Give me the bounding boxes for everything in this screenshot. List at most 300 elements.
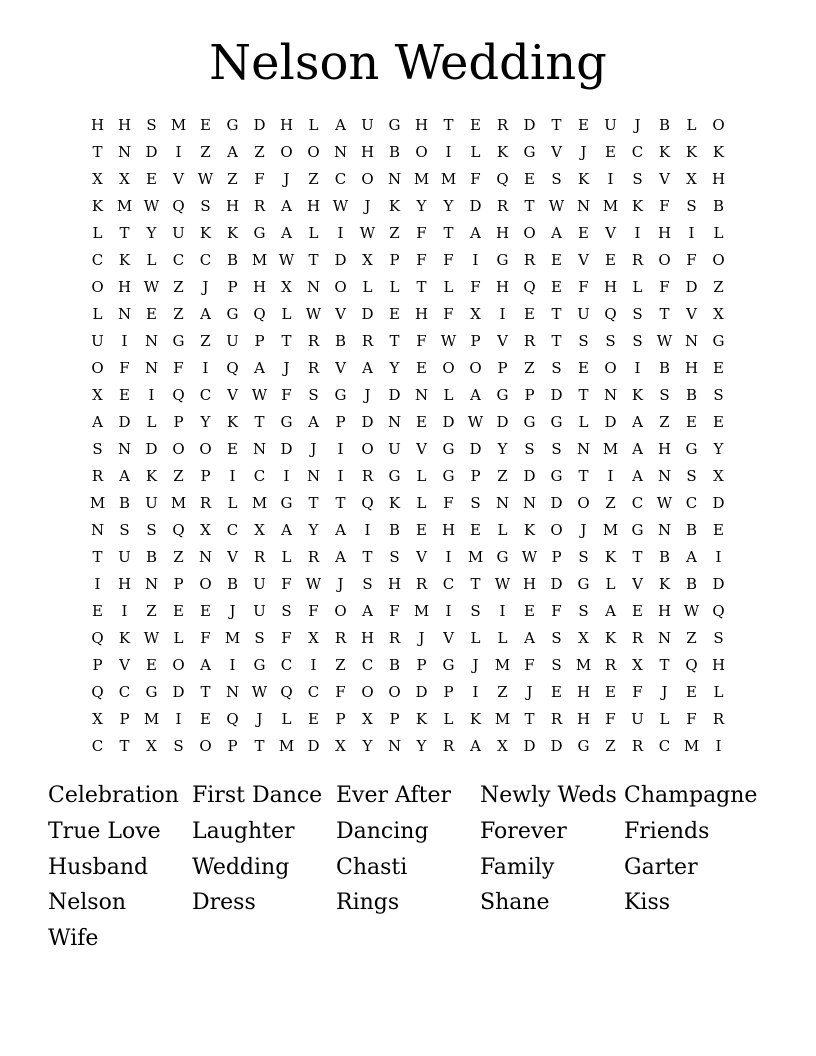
grid-letter[interactable]: T (632, 548, 643, 566)
grid-letter[interactable]: P (119, 710, 130, 728)
grid-letter[interactable]: D (118, 413, 131, 431)
grid-letter[interactable]: F (443, 251, 454, 269)
grid-letter[interactable]: R (523, 332, 536, 350)
grid-letter[interactable]: O (307, 143, 320, 161)
grid-letter[interactable]: Q (253, 305, 266, 323)
grid-letter[interactable]: I (229, 656, 236, 674)
grid-letter[interactable]: X (146, 737, 157, 755)
grid-letter[interactable]: H (711, 170, 726, 188)
grid-letter[interactable]: H (657, 440, 672, 458)
grid-letter[interactable]: I (121, 332, 128, 350)
grid-letter[interactable]: F (551, 602, 562, 620)
grid-letter[interactable]: D (253, 116, 266, 134)
grid-letter[interactable]: N (387, 737, 402, 755)
grid-letter[interactable]: L (713, 224, 724, 242)
grid-letter[interactable]: M (494, 656, 511, 674)
grid-letter[interactable]: F (605, 710, 616, 728)
grid-letter[interactable]: G (550, 413, 563, 431)
grid-letter[interactable]: O (550, 521, 563, 539)
grid-letter[interactable]: O (415, 143, 428, 161)
grid-letter[interactable]: W (143, 197, 160, 215)
grid-letter[interactable]: F (659, 278, 670, 296)
grid-letter[interactable]: F (470, 278, 481, 296)
grid-letter[interactable]: X (713, 305, 724, 323)
grid-letter[interactable]: P (524, 386, 535, 404)
grid-letter[interactable]: V (632, 575, 643, 593)
grid-letter[interactable]: J (202, 278, 209, 296)
grid-letter[interactable]: R (388, 629, 401, 647)
grid-letter[interactable]: Q (172, 197, 185, 215)
grid-letter[interactable]: C (334, 170, 347, 188)
grid-letter[interactable]: O (361, 683, 374, 701)
grid-letter[interactable]: C (685, 494, 698, 512)
grid-letter[interactable]: Q (523, 278, 536, 296)
grid-letter[interactable]: V (227, 548, 238, 566)
grid-letter[interactable]: K (145, 467, 158, 485)
grid-letter[interactable]: B (145, 548, 158, 566)
grid-letter[interactable]: D (712, 494, 725, 512)
grid-letter[interactable]: I (229, 467, 236, 485)
grid-letter[interactable]: Y (416, 737, 427, 755)
grid-letter[interactable]: I (310, 656, 317, 674)
grid-letter[interactable]: F (416, 332, 427, 350)
grid-letter[interactable]: K (415, 710, 428, 728)
grid-letter[interactable]: I (715, 548, 722, 566)
grid-letter[interactable]: U (118, 548, 131, 566)
grid-letter[interactable]: A (200, 656, 211, 674)
grid-letter[interactable]: Z (173, 305, 184, 323)
grid-letter[interactable]: N (522, 494, 537, 512)
grid-letter[interactable]: H (306, 197, 321, 215)
grid-letter[interactable]: N (144, 575, 159, 593)
grid-letter[interactable]: Y (443, 197, 454, 215)
grid-letter[interactable]: A (254, 359, 265, 377)
grid-letter[interactable]: D (334, 251, 347, 269)
grid-letter[interactable]: J (310, 440, 317, 458)
grid-letter[interactable]: N (333, 143, 348, 161)
grid-letter[interactable]: X (92, 386, 103, 404)
grid-letter[interactable]: C (361, 656, 374, 674)
grid-letter[interactable]: H (117, 575, 132, 593)
grid-letter[interactable]: R (631, 737, 644, 755)
grid-letter[interactable]: B (118, 494, 131, 512)
grid-letter[interactable]: T (443, 224, 454, 242)
grid-letter[interactable]: J (661, 683, 668, 701)
grid-letter[interactable]: B (388, 143, 401, 161)
grid-letter[interactable]: H (252, 278, 267, 296)
grid-letter[interactable]: B (226, 575, 239, 593)
grid-letter[interactable]: I (445, 548, 452, 566)
grid-letter[interactable]: D (523, 116, 536, 134)
grid-letter[interactable]: R (334, 629, 347, 647)
grid-letter[interactable]: S (146, 521, 157, 539)
grid-letter[interactable]: K (199, 224, 212, 242)
grid-letter[interactable]: H (441, 521, 456, 539)
grid-letter[interactable]: W (305, 575, 322, 593)
grid-letter[interactable]: L (605, 575, 616, 593)
grid-letter[interactable]: V (335, 359, 346, 377)
grid-letter[interactable]: Z (227, 170, 238, 188)
grid-letter[interactable]: R (442, 737, 455, 755)
grid-letter[interactable]: L (146, 251, 157, 269)
grid-letter[interactable]: Z (308, 170, 319, 188)
grid-letter[interactable]: Z (605, 737, 616, 755)
grid-letter[interactable]: A (119, 467, 130, 485)
grid-letter[interactable]: Q (685, 656, 698, 674)
grid-letter[interactable]: C (631, 143, 644, 161)
grid-letter[interactable]: Q (496, 170, 509, 188)
grid-letter[interactable]: G (172, 332, 185, 350)
grid-letter[interactable]: E (524, 170, 535, 188)
grid-letter[interactable]: J (256, 710, 263, 728)
grid-letter[interactable]: I (148, 386, 155, 404)
grid-letter[interactable]: S (551, 656, 562, 674)
grid-letter[interactable]: A (200, 305, 211, 323)
grid-letter[interactable]: T (92, 143, 103, 161)
grid-letter[interactable]: D (307, 737, 320, 755)
grid-letter[interactable]: E (92, 602, 103, 620)
grid-letter[interactable]: U (91, 332, 104, 350)
grid-letter[interactable]: Q (172, 521, 185, 539)
grid-letter[interactable]: F (281, 629, 292, 647)
grid-letter[interactable]: A (551, 224, 562, 242)
grid-letter[interactable]: E (200, 710, 211, 728)
grid-letter[interactable]: I (688, 224, 695, 242)
grid-letter[interactable]: M (575, 656, 592, 674)
grid-letter[interactable]: R (91, 467, 104, 485)
grid-letter[interactable]: F (632, 683, 643, 701)
grid-letter[interactable]: B (658, 116, 671, 134)
grid-letter[interactable]: M (143, 710, 160, 728)
grid-letter[interactable]: L (227, 494, 238, 512)
grid-letter[interactable]: K (658, 143, 671, 161)
grid-letter[interactable]: L (308, 224, 319, 242)
grid-letter[interactable]: T (308, 251, 319, 269)
grid-letter[interactable]: A (335, 548, 346, 566)
grid-letter[interactable]: B (334, 332, 347, 350)
grid-letter[interactable]: M (413, 170, 430, 188)
grid-letter[interactable]: G (280, 413, 293, 431)
grid-letter[interactable]: G (685, 440, 698, 458)
grid-letter[interactable]: L (470, 629, 481, 647)
grid-letter[interactable]: W (332, 197, 349, 215)
grid-letter[interactable]: K (469, 710, 482, 728)
grid-letter[interactable]: D (145, 143, 158, 161)
grid-letter[interactable]: D (469, 197, 482, 215)
grid-letter[interactable]: P (497, 359, 508, 377)
grid-letter[interactable]: B (712, 197, 725, 215)
grid-letter[interactable]: J (229, 602, 236, 620)
grid-letter[interactable]: F (443, 305, 454, 323)
grid-letter[interactable]: T (551, 305, 562, 323)
grid-letter[interactable]: I (283, 467, 290, 485)
grid-letter[interactable]: E (605, 251, 616, 269)
grid-letter[interactable]: J (472, 656, 479, 674)
grid-letter[interactable]: M (170, 116, 187, 134)
grid-letter[interactable]: W (305, 305, 322, 323)
grid-letter[interactable]: R (253, 197, 266, 215)
grid-letter[interactable]: C (226, 521, 239, 539)
grid-letter[interactable]: G (253, 656, 266, 674)
grid-letter[interactable]: X (362, 251, 373, 269)
grid-letter[interactable]: Z (497, 683, 508, 701)
grid-letter[interactable]: L (497, 629, 508, 647)
grid-letter[interactable]: I (94, 575, 101, 593)
grid-letter[interactable]: E (524, 305, 535, 323)
grid-letter[interactable]: G (550, 467, 563, 485)
grid-letter[interactable]: P (551, 548, 562, 566)
grid-letter[interactable]: S (551, 170, 562, 188)
grid-letter[interactable]: G (145, 683, 158, 701)
grid-letter[interactable]: F (281, 386, 292, 404)
grid-letter[interactable]: E (146, 656, 157, 674)
grid-letter[interactable]: M (602, 197, 619, 215)
grid-letter[interactable]: P (389, 710, 400, 728)
grid-letter[interactable]: F (119, 359, 130, 377)
grid-letter[interactable]: F (686, 251, 697, 269)
grid-letter[interactable]: F (254, 170, 265, 188)
grid-letter[interactable]: U (172, 224, 185, 242)
grid-letter[interactable]: G (226, 305, 239, 323)
grid-letter[interactable]: A (281, 197, 292, 215)
grid-letter[interactable]: Y (308, 521, 319, 539)
grid-letter[interactable]: X (92, 710, 103, 728)
grid-letter[interactable]: L (281, 710, 292, 728)
grid-letter[interactable]: Q (712, 602, 725, 620)
grid-letter[interactable]: E (713, 521, 724, 539)
grid-letter[interactable]: Y (389, 359, 400, 377)
grid-letter[interactable]: I (121, 602, 128, 620)
grid-letter[interactable]: W (656, 332, 673, 350)
grid-letter[interactable]: H (576, 683, 591, 701)
grid-letter[interactable]: M (89, 494, 106, 512)
grid-letter[interactable]: S (92, 440, 103, 458)
grid-letter[interactable]: S (362, 575, 373, 593)
grid-letter[interactable]: F (173, 359, 184, 377)
grid-letter[interactable]: S (146, 116, 157, 134)
grid-letter[interactable]: N (414, 386, 429, 404)
grid-letter[interactable]: X (686, 170, 697, 188)
grid-letter[interactable]: N (225, 683, 240, 701)
grid-letter[interactable]: O (442, 359, 455, 377)
grid-letter[interactable]: T (524, 710, 535, 728)
grid-letter[interactable]: H (576, 710, 591, 728)
grid-letter[interactable]: W (359, 224, 376, 242)
grid-letter[interactable]: E (551, 251, 562, 269)
grid-letter[interactable]: Y (497, 440, 508, 458)
grid-letter[interactable]: M (116, 197, 133, 215)
grid-letter[interactable]: X (497, 737, 508, 755)
grid-letter[interactable]: R (199, 494, 212, 512)
grid-letter[interactable]: L (146, 413, 157, 431)
grid-letter[interactable]: O (280, 143, 293, 161)
grid-letter[interactable]: A (632, 413, 643, 431)
grid-letter[interactable]: T (200, 683, 211, 701)
grid-letter[interactable]: Q (91, 683, 104, 701)
grid-letter[interactable]: A (308, 413, 319, 431)
grid-letter[interactable]: N (657, 521, 672, 539)
grid-letter[interactable]: D (550, 737, 563, 755)
grid-letter[interactable]: V (497, 332, 508, 350)
grid-letter[interactable]: R (496, 197, 509, 215)
grid-letter[interactable]: F (200, 629, 211, 647)
grid-letter[interactable]: V (578, 251, 589, 269)
grid-letter[interactable]: J (364, 197, 371, 215)
grid-letter[interactable]: N (603, 386, 618, 404)
grid-letter[interactable]: T (524, 197, 535, 215)
grid-letter[interactable]: D (550, 575, 563, 593)
grid-letter[interactable]: E (524, 602, 535, 620)
grid-letter[interactable]: G (496, 251, 509, 269)
grid-letter[interactable]: D (172, 683, 185, 701)
grid-letter[interactable]: N (684, 332, 699, 350)
grid-letter[interactable]: M (251, 251, 268, 269)
grid-letter[interactable]: A (605, 602, 616, 620)
grid-letter[interactable]: X (200, 521, 211, 539)
grid-letter[interactable]: H (657, 602, 672, 620)
grid-letter[interactable]: B (658, 548, 671, 566)
grid-letter[interactable]: L (308, 116, 319, 134)
grid-letter[interactable]: E (173, 602, 184, 620)
grid-letter[interactable]: W (548, 197, 565, 215)
grid-letter[interactable]: V (416, 440, 427, 458)
grid-letter[interactable]: N (144, 332, 159, 350)
grid-letter[interactable]: Z (146, 602, 157, 620)
grid-letter[interactable]: Z (200, 143, 211, 161)
grid-letter[interactable]: X (632, 656, 643, 674)
grid-letter[interactable]: P (335, 710, 346, 728)
grid-letter[interactable]: L (443, 710, 454, 728)
grid-letter[interactable]: K (685, 143, 698, 161)
grid-letter[interactable]: S (551, 440, 562, 458)
grid-letter[interactable]: D (145, 440, 158, 458)
grid-letter[interactable]: V (119, 656, 130, 674)
grid-letter[interactable]: D (442, 413, 455, 431)
grid-letter[interactable]: K (118, 251, 131, 269)
grid-letter[interactable]: O (91, 359, 104, 377)
grid-letter[interactable]: A (227, 143, 238, 161)
grid-letter[interactable]: F (443, 494, 454, 512)
grid-letter[interactable]: W (440, 332, 457, 350)
grid-letter[interactable]: K (388, 494, 401, 512)
grid-letter[interactable]: I (202, 359, 209, 377)
grid-letter[interactable]: R (631, 629, 644, 647)
grid-letter[interactable]: M (602, 440, 619, 458)
grid-letter[interactable]: P (416, 656, 427, 674)
grid-letter[interactable]: A (92, 413, 103, 431)
grid-letter[interactable]: U (253, 602, 266, 620)
grid-letter[interactable]: L (92, 224, 103, 242)
grid-letter[interactable]: O (361, 440, 374, 458)
grid-letter[interactable]: S (551, 629, 562, 647)
grid-letter[interactable]: R (253, 548, 266, 566)
grid-letter[interactable]: E (632, 602, 643, 620)
grid-letter[interactable]: Z (497, 467, 508, 485)
grid-letter[interactable]: E (605, 143, 616, 161)
grid-letter[interactable]: G (577, 737, 590, 755)
grid-letter[interactable]: I (175, 710, 182, 728)
grid-letter[interactable]: E (416, 521, 427, 539)
grid-letter[interactable]: O (712, 251, 725, 269)
grid-letter[interactable]: T (119, 737, 130, 755)
grid-letter[interactable]: Z (605, 494, 616, 512)
grid-letter[interactable]: D (469, 440, 482, 458)
grid-letter[interactable]: R (604, 656, 617, 674)
grid-letter[interactable]: L (497, 521, 508, 539)
grid-letter[interactable]: I (634, 224, 641, 242)
grid-letter[interactable]: T (551, 332, 562, 350)
grid-letter[interactable]: L (92, 305, 103, 323)
grid-letter[interactable]: R (361, 467, 374, 485)
grid-letter[interactable]: T (308, 494, 319, 512)
grid-letter[interactable]: U (361, 116, 374, 134)
grid-letter[interactable]: X (335, 737, 346, 755)
grid-letter[interactable]: F (335, 683, 346, 701)
grid-letter[interactable]: K (631, 197, 644, 215)
grid-letter[interactable]: V (659, 170, 670, 188)
grid-letter[interactable]: F (416, 224, 427, 242)
grid-letter[interactable]: Z (173, 467, 184, 485)
grid-letter[interactable]: O (604, 359, 617, 377)
grid-letter[interactable]: K (523, 521, 536, 539)
grid-letter[interactable]: Q (361, 494, 374, 512)
grid-letter[interactable]: N (576, 440, 591, 458)
grid-letter[interactable]: D (604, 413, 617, 431)
grid-letter[interactable]: E (605, 683, 616, 701)
grid-letter[interactable]: E (119, 386, 130, 404)
grid-letter[interactable]: C (307, 683, 320, 701)
grid-letter[interactable]: H (360, 629, 375, 647)
grid-letter[interactable]: B (685, 521, 698, 539)
grid-letter[interactable]: E (578, 224, 589, 242)
grid-letter[interactable]: D (361, 413, 374, 431)
grid-letter[interactable]: J (418, 629, 425, 647)
grid-letter[interactable]: V (551, 143, 562, 161)
grid-letter[interactable]: N (252, 440, 267, 458)
grid-letter[interactable]: U (604, 116, 617, 134)
grid-letter[interactable]: H (522, 575, 537, 593)
grid-letter[interactable]: U (253, 575, 266, 593)
grid-letter[interactable]: Z (686, 629, 697, 647)
grid-letter[interactable]: N (90, 521, 105, 539)
grid-letter[interactable]: S (470, 494, 481, 512)
grid-letter[interactable]: W (197, 170, 214, 188)
grid-letter[interactable]: U (631, 710, 644, 728)
grid-letter[interactable]: R (712, 710, 725, 728)
grid-letter[interactable]: I (499, 602, 506, 620)
grid-letter[interactable]: T (578, 386, 589, 404)
grid-letter[interactable]: M (440, 170, 457, 188)
grid-letter[interactable]: W (251, 386, 268, 404)
grid-letter[interactable]: K (604, 548, 617, 566)
grid-letter[interactable]: A (281, 521, 292, 539)
grid-letter[interactable]: R (307, 359, 320, 377)
grid-letter[interactable]: A (470, 737, 481, 755)
grid-letter[interactable]: W (278, 251, 295, 269)
grid-letter[interactable]: Q (91, 629, 104, 647)
grid-letter[interactable]: O (199, 575, 212, 593)
grid-letter[interactable]: D (523, 467, 536, 485)
grid-letter[interactable]: G (334, 386, 347, 404)
grid-letter[interactable]: P (173, 575, 184, 593)
grid-letter[interactable]: F (659, 197, 670, 215)
grid-letter[interactable]: C (199, 386, 212, 404)
grid-letter[interactable]: E (200, 602, 211, 620)
grid-letter[interactable]: T (389, 332, 400, 350)
grid-letter[interactable]: S (173, 737, 184, 755)
grid-letter[interactable]: X (254, 521, 265, 539)
grid-letter[interactable]: D (496, 413, 509, 431)
